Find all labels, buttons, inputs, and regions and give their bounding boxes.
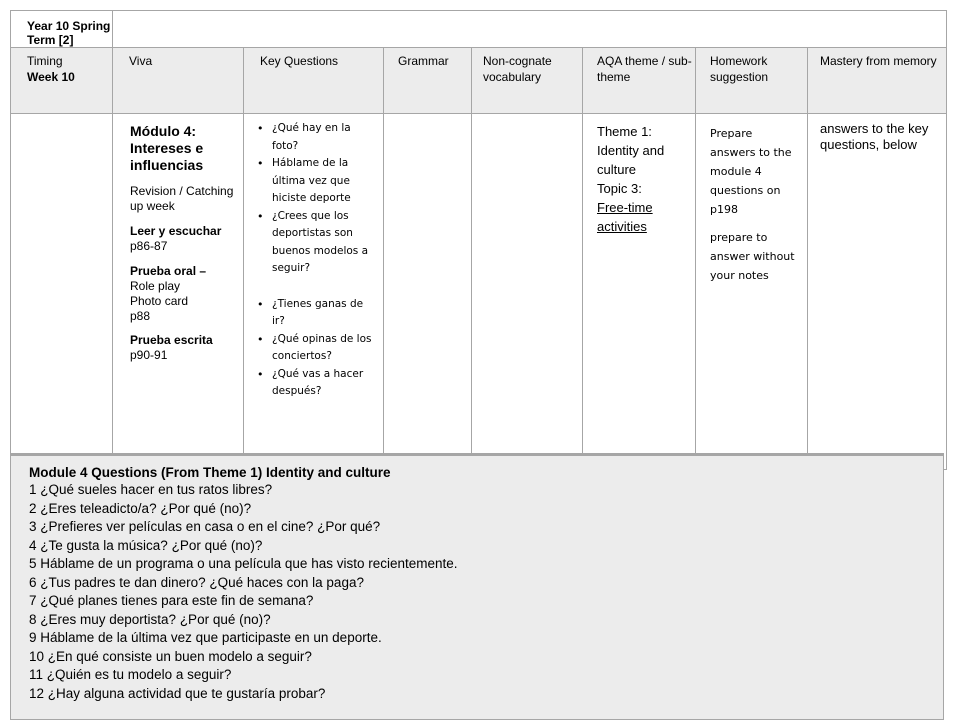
key-question-item: • ¿Qué opinas de los conciertos? bbox=[252, 331, 379, 366]
title-row bbox=[11, 11, 947, 48]
header-key-questions: Key Questions bbox=[244, 48, 384, 114]
oral-item: Role play bbox=[130, 279, 181, 293]
header-aqa: AQA theme / sub-theme bbox=[583, 48, 696, 114]
question-item: 10 ¿En qué consiste un buen modelo a seguir? bbox=[29, 648, 312, 664]
key-question-item: • ¿Qué vas a hacer después? bbox=[252, 366, 379, 401]
title-blank-cell bbox=[113, 11, 947, 48]
oral-label: Prueba oral – bbox=[130, 264, 207, 278]
aqa-subtheme: Free-time activities bbox=[597, 200, 653, 234]
revision-text: Revision / Catching up week bbox=[130, 184, 234, 213]
timing-cell bbox=[11, 114, 113, 470]
question-item: 5 Háblame de un programa o una película que has visto recientemente. bbox=[29, 556, 458, 571]
key-question-item: • Háblame de la última vez que hiciste deporte bbox=[252, 155, 379, 208]
key-question-item: • ¿Qué hay en la foto? bbox=[252, 120, 379, 155]
module-title: Módulo 4: Intereses e influencias bbox=[130, 123, 204, 173]
week-row bbox=[11, 114, 947, 470]
mastery-cell: answers to the key questions, below bbox=[808, 114, 947, 470]
key-questions-list bbox=[252, 120, 379, 278]
question-item: 4 ¿Te gusta la música? ¿Por qué (no)? bbox=[29, 537, 263, 553]
header-timing-label: Timing bbox=[27, 54, 63, 68]
module-questions-list bbox=[29, 481, 943, 703]
header-week: Week 10 bbox=[27, 70, 75, 84]
question-item: 3 ¿Prefieres ver películas en casa o en el cine? ¿Por qué? bbox=[29, 519, 381, 534]
grammar-cell bbox=[384, 114, 472, 470]
header-timing bbox=[11, 48, 113, 114]
escrita-pages: p90-91 bbox=[130, 348, 168, 362]
lesson-plan-table bbox=[10, 10, 947, 470]
escrita-label: Prueba escrita bbox=[130, 333, 213, 347]
key-questions-list bbox=[252, 296, 379, 401]
homework-text-2: prepare to answer without your notes bbox=[710, 231, 795, 282]
aqa-topic: Topic 3: bbox=[597, 181, 642, 196]
oral-item: Photo card bbox=[130, 294, 189, 308]
key-question-item: • ¿Crees que los deportistas son buenos modelos a seguir? bbox=[252, 208, 379, 278]
question-item: 9 Háblame de la última vez que participaste en un deporte. bbox=[29, 630, 382, 645]
question-item: 7 ¿Qué planes tienes para este fin de semana? bbox=[29, 593, 314, 608]
oral-item: p88 bbox=[130, 309, 151, 323]
header-noncognate: Non-cognate vocabulary bbox=[472, 48, 583, 114]
aqa-cell bbox=[583, 114, 696, 470]
question-item: 6 ¿Tus padres te dan dinero? ¿Qué haces con la paga? bbox=[29, 574, 364, 590]
module-questions-panel bbox=[10, 453, 944, 720]
term-title: Year 10 Spring Term [2] bbox=[11, 11, 113, 48]
key-questions-cell bbox=[244, 114, 384, 470]
homework-cell bbox=[696, 114, 808, 470]
header-homework: Homework suggestion bbox=[696, 48, 808, 114]
header-viva: Viva bbox=[113, 48, 244, 114]
question-item: 12 ¿Hay alguna actividad que te gustaría probar? bbox=[29, 685, 326, 701]
leer-pages: p86-87 bbox=[130, 239, 168, 253]
question-item: 2 ¿Eres teleadicto/a? ¿Por qué (no)? bbox=[29, 500, 252, 516]
header-mastery: Mastery from memory bbox=[808, 48, 947, 114]
question-item: 8 ¿Eres muy deportista? ¿Por qué (no)? bbox=[29, 611, 271, 627]
aqa-theme: Theme 1: Identity and culture bbox=[597, 124, 665, 177]
leer-label: Leer y escuchar bbox=[130, 224, 222, 238]
header-grammar: Grammar bbox=[384, 48, 472, 114]
module-questions-title: Module 4 Questions (From Theme 1) Identity and culture bbox=[29, 465, 391, 480]
question-item: 1 ¿Qué sueles hacer en tus ratos libres? bbox=[29, 482, 273, 497]
key-question-item: • ¿Tienes ganas de ir? bbox=[252, 296, 379, 331]
homework-text-1: Prepare answers to the module 4 questions on p198 bbox=[710, 127, 792, 216]
question-item: 11 ¿Quién es tu modelo a seguir? bbox=[29, 667, 232, 682]
viva-cell bbox=[113, 114, 244, 470]
noncognate-cell bbox=[472, 114, 583, 470]
header-row bbox=[11, 48, 947, 114]
